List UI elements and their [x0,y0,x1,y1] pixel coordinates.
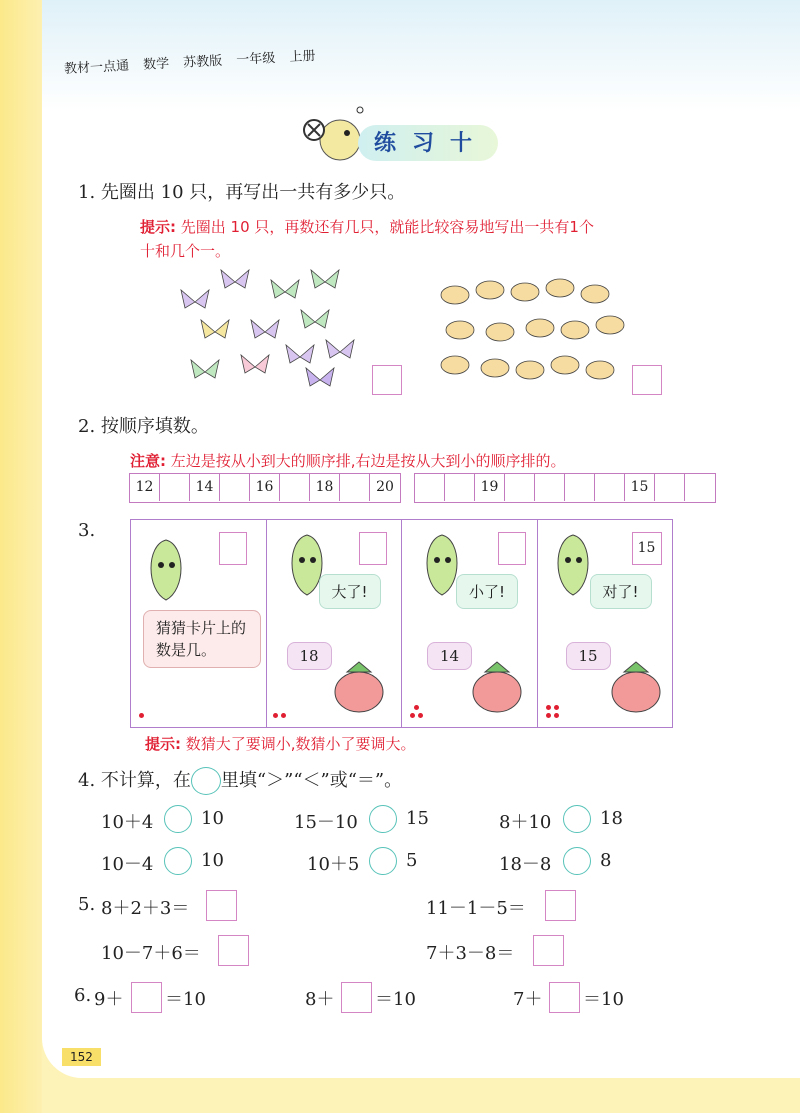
q1-prompt [78,178,405,204]
dot [281,713,286,718]
descending-sequence [414,473,716,503]
header-item: 一年级 [235,50,276,68]
dot [554,713,559,718]
seq-cell: 14 [190,474,220,501]
q1-text: 先圈出 10 只，再写出一共有多少只。 [100,182,406,203]
q2-prompt [78,412,209,438]
comparison-left: 18－8 [499,854,552,875]
game-step-1 [131,520,267,727]
seq-cell-blank[interactable] [280,474,310,501]
hint-text: 十和几个一。 [140,242,231,260]
seq-cell-blank[interactable] [655,474,685,501]
comparison-left: 15－10 [294,812,358,833]
equation-right: ＝10 [583,989,624,1010]
answer-box[interactable] [632,365,662,395]
seq-cell-blank[interactable] [415,474,445,501]
seq-cell-blank[interactable] [220,474,250,501]
guess-bubble: 18 [287,642,332,670]
dot [546,705,551,710]
q4-prompt [78,766,402,795]
game-step-3 [402,520,538,727]
answer-box[interactable] [206,890,237,921]
equation-left: 9＋ [94,989,124,1010]
equation: 11－1－5＝ [426,898,526,919]
comparison-right: 8 [600,850,612,871]
speech-bubble: 猜猜卡片上的数是几。 [143,610,261,668]
comparison-left: 10＋4 [101,812,154,833]
q4-text: 里填“＞”“＜”或“＝”。 [220,770,403,791]
header-item: 上册 [289,48,316,66]
hint-label: 提示: [145,735,181,753]
seq-cell: 15 [625,474,655,501]
compare-circle[interactable] [164,805,192,833]
q4-text: 不计算，在 [100,770,191,791]
seq-cell: 19 [475,474,505,501]
q3-hint [145,733,416,754]
dot [414,705,419,710]
comparison-right: 15 [406,808,429,829]
comparison-left: 10－4 [101,854,154,875]
cartoon-character-icon [141,535,191,605]
butterflies-illustration [175,262,365,392]
dot [410,713,415,718]
header-item: 苏教版 [182,53,223,71]
answer-box[interactable] [372,365,402,395]
circle-icon [191,767,221,795]
guess-bubble: 15 [566,642,611,670]
answer-box[interactable] [131,982,162,1013]
tomato-character-icon [606,658,666,718]
dot [273,713,278,718]
dot [139,713,144,718]
game-step-4 [538,520,673,727]
seq-cell-blank[interactable] [340,474,370,501]
dot [554,705,559,710]
left-margin-strip [0,0,42,1113]
equation: 10－7＋6＝ [101,943,201,964]
equation-left: 8＋ [305,989,335,1010]
guess-bubble: 14 [427,642,472,670]
chick-mascot-icon [300,100,370,165]
compare-circle[interactable] [369,805,397,833]
comparison-right: 18 [600,808,623,829]
q2-number: 2. [78,416,96,437]
q1-hint [140,215,710,263]
answer-box[interactable] [218,935,249,966]
speech-bubble: 对了! [590,574,652,609]
answer-box[interactable] [545,890,576,921]
q4-number: 4. [78,770,96,791]
seq-cell: 12 [130,474,160,501]
comparison-right: 10 [201,850,224,871]
hidden-card[interactable] [219,532,247,565]
seq-cell-blank[interactable] [535,474,565,501]
page-number: 152 [62,1048,101,1066]
bees-illustration [435,270,625,395]
hint-text: 数猜大了要调小,数猜小了要调大。 [185,735,416,753]
compare-circle[interactable] [563,847,591,875]
answer-box[interactable] [341,982,372,1013]
hint-label: 提示: [140,218,176,236]
speech-bubble: 小了! [456,574,518,609]
seq-cell: 18 [310,474,340,501]
q5-number: 5. [78,894,96,915]
dot [418,713,423,718]
seq-cell-blank[interactable] [160,474,190,501]
ascending-sequence [129,473,401,503]
hint-label: 注意: [130,452,166,470]
dot [546,713,551,718]
comparison-left: 8＋10 [499,812,552,833]
comparison-right: 5 [406,850,418,871]
guessing-game-panel [130,519,673,728]
compare-circle[interactable] [563,805,591,833]
seq-cell-blank[interactable] [685,474,715,501]
seq-cell-blank[interactable] [445,474,475,501]
hint-text: 先圈出 10 只，再数还有几只，就能比较容易地写出一共有1个 [180,218,594,236]
speech-bubble: 大了! [319,574,381,609]
comparison-left: 10＋5 [307,854,360,875]
equation-right: ＝10 [375,989,416,1010]
equation-left: 7＋ [513,989,543,1010]
seq-cell-blank[interactable] [505,474,535,501]
header-item: 数学 [142,56,170,73]
tomato-character-icon [467,658,527,718]
seq-cell-blank[interactable] [565,474,595,501]
game-step-2 [267,520,403,727]
q3-number: 3. [78,520,96,541]
compare-circle[interactable] [369,847,397,875]
equation: 8＋2＋3＝ [101,898,190,919]
compare-circle[interactable] [164,847,192,875]
page-title: 练习十 [374,131,489,156]
seq-cell: 20 [376,479,394,495]
seq-cell-blank[interactable] [595,474,625,501]
q2-hint [130,450,566,471]
q1-number: 1. [78,182,96,203]
header-item: 教材一点通 [63,58,130,77]
revealed-card: 15 [632,532,662,565]
equation-right: ＝10 [165,989,206,1010]
q2-text: 按顺序填数。 [100,416,209,437]
hidden-card[interactable] [359,532,387,565]
q6-number: 6. [74,985,92,1006]
equation: 7＋3－8＝ [426,943,515,964]
comparison-right: 10 [201,808,224,829]
answer-box[interactable] [549,982,580,1013]
hidden-card[interactable] [498,532,526,565]
answer-box[interactable] [533,935,564,966]
seq-cell: 16 [250,474,280,501]
tomato-character-icon [329,658,389,718]
hint-text: 左边是按从小到大的顺序排,右边是按从大到小的顺序排的。 [170,452,566,470]
